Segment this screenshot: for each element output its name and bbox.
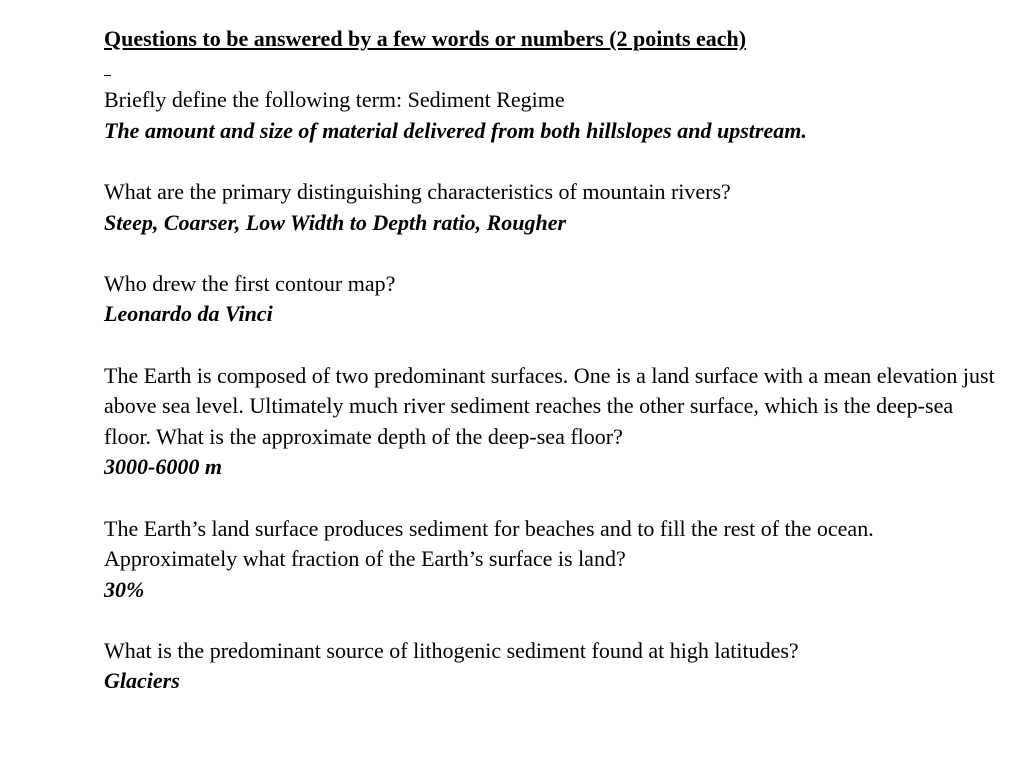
- document-content: [104, 24, 1004, 728]
- answer-text: Leonardo da Vinci: [104, 301, 273, 327]
- underscore-mark: [104, 55, 1004, 86]
- answer-text: Glaciers: [104, 668, 180, 694]
- answer-text: Steep, Coarser, Low Width to Depth ratio, Rougher: [104, 209, 567, 235]
- question-text: Briefly define the following term: Sediment Regime: [104, 87, 565, 113]
- qa-item: [104, 85, 1004, 146]
- question-text: What is the predominant source of lithogenic sediment found at high latitudes?: [104, 637, 799, 663]
- answer-text: 30%: [104, 576, 145, 602]
- qa-item: [104, 361, 1004, 483]
- question-text: Who drew the first contour map?: [104, 270, 396, 296]
- question-text: The Earth’s land surface produces sediment for beaches and to fill the rest of the ocean. Approximately what fraction of the Earth’s surface is land?: [104, 515, 874, 572]
- qa-item: [104, 269, 1004, 330]
- question-text: The Earth is composed of two predominant surfaces. One is a land surface with a mean elevation just above sea level. Ultimately much river sediment reaches the other surface, which is the deep-sea floor. What is the approximate depth of the deep-sea floor?: [104, 362, 995, 449]
- answer-text: 3000-6000 m: [104, 454, 222, 480]
- qa-item: [104, 514, 1004, 606]
- question-text: What are the primary distinguishing characteristics of mountain rivers?: [104, 178, 731, 204]
- document-heading: Questions to be answered by a few words or numbers (2 points each): [104, 26, 747, 51]
- answer-text: The amount and size of material delivered from both hillslopes and upstream.: [104, 117, 807, 143]
- qa-item: [104, 636, 1004, 697]
- qa-item: [104, 177, 1004, 238]
